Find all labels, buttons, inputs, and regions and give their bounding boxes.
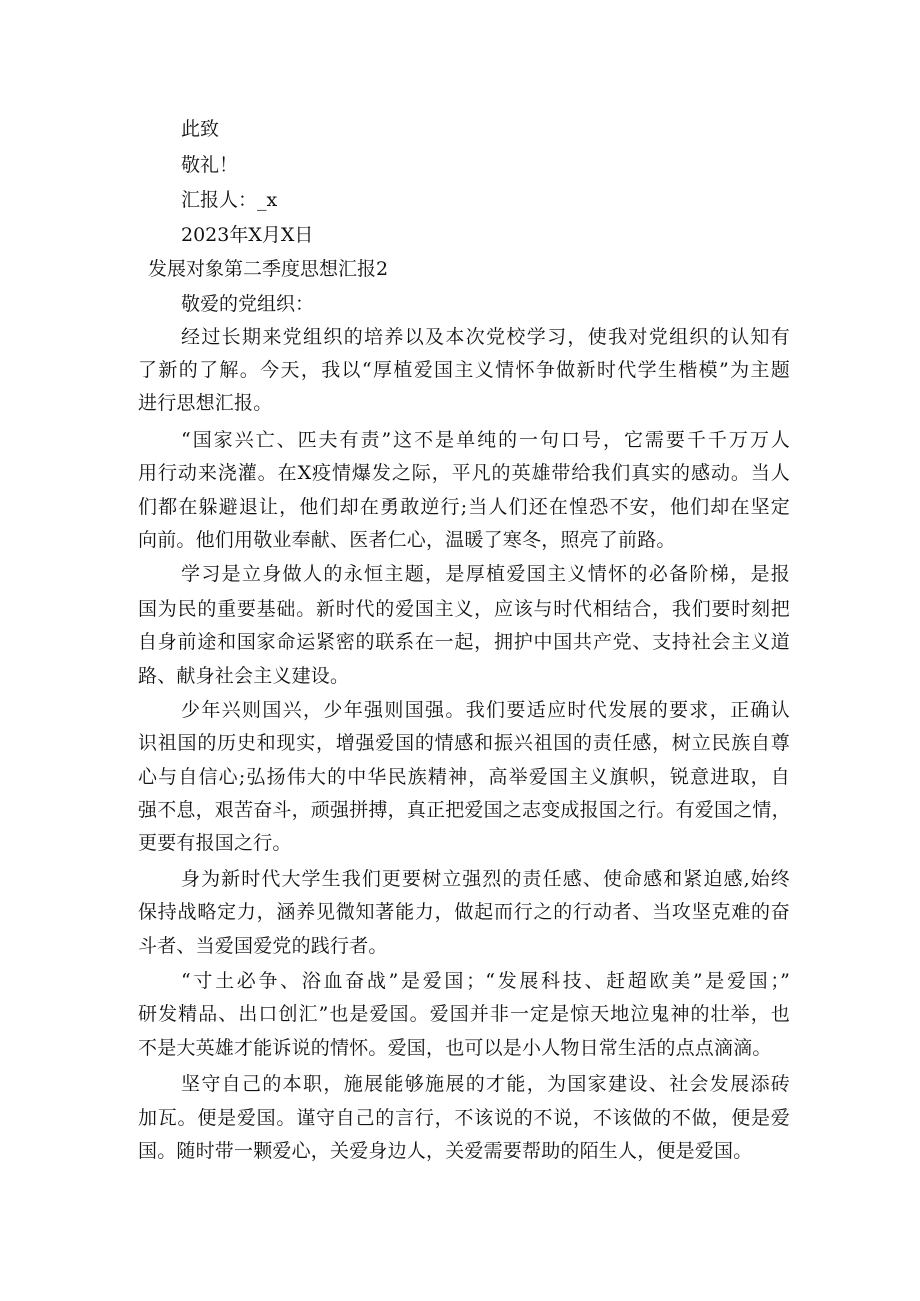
paragraph-1-line-2: 了新的了解。今天，我以“厚植爱国主义情怀争做新时代学生楷模”为主题 xyxy=(138,359,790,381)
salutation-line-2: 敬礼！ xyxy=(181,154,239,176)
date-line: 2023年X月X日 xyxy=(181,224,314,246)
paragraph-4-line-4: 强不息，艰苦奋斗，顽强拼搏，真正把爱国之志变成报国之行。有爱国之情， xyxy=(138,799,791,821)
paragraph-3-line-3: 自身前途和国家命运紧密的联系在一起，拥护中国共产党、支持社会主义道 xyxy=(138,631,790,653)
paragraph-3-line-2: 国为民的重要基础。新时代的爱国主义，应该与时代相结合，我们要时刻把 xyxy=(138,598,790,620)
paragraph-4-line-2: 识祖国的历史和现实，增强爱国的情感和振兴祖国的责任感，树立民族自尊 xyxy=(138,732,790,754)
paragraph-5-line-1: 身为新时代大学生我们更要树立强烈的责任感、使命感和紧迫感,始终 xyxy=(181,868,790,890)
section-title: 发展对象第二季度思想汇报2 xyxy=(148,258,389,280)
paragraph-5-line-3: 斗者、当爱国爱党的践行者。 xyxy=(138,935,388,957)
paragraph-5-line-2: 保持战略定力，涵养见微知著能力，做起而行之的行动者、当攻坚克难的奋 xyxy=(138,901,790,923)
paragraph-7-line-2: 加瓦。便是爱国。谨守自己的言行，不该说的不说，不该做的不做，便是爱 xyxy=(138,1107,790,1129)
paragraph-6-line-3: 不是大英雄才能诉说的情怀。爱国，也可以是小人物日常生活的点点滴滴。 xyxy=(138,1037,772,1059)
paragraph-6-line-2: 研发精品、出口创汇”也是爱国。爱国并非一定是惊天地泣鬼神的壮举，也 xyxy=(138,1003,790,1025)
paragraph-2-line-3: 们都在躲避退让，他们却在勇敢逆行;当人们还在惶恐不安，他们却在坚定 xyxy=(138,496,790,518)
paragraph-2-line-2: 用行动来浇灌。在X疫情爆发之际，平凡的英雄带给我们真实的感动。当人 xyxy=(138,462,790,484)
salutation-line-1: 此致 xyxy=(181,118,220,140)
reporter-line: 汇报人：_x xyxy=(181,189,278,211)
paragraph-6-line-1: “寸土必争、浴血奋战”是爱国；“发展科技、赶超欧美”是爱国；” xyxy=(181,970,790,992)
paragraph-4-line-1: 少年兴则国兴，少年强则国强。我们要适应时代发展的要求，正确认 xyxy=(181,699,790,721)
paragraph-7-line-1: 坚守自己的本职，施展能够施展的才能，为国家建设、社会发展添砖 xyxy=(181,1073,790,1095)
paragraph-4-line-3: 心与自信心;弘扬伟大的中华民族精神，高举爱国主义旗帜，锐意进取，自 xyxy=(138,766,790,788)
paragraph-7-line-3: 国。随时带一颗爱心，关爱身边人，关爱需要帮助的陌生人，便是爱国。 xyxy=(138,1140,753,1162)
paragraph-3-line-1: 学习是立身做人的永恒主题，是厚植爱国主义情怀的必备阶梯，是报 xyxy=(181,563,790,585)
paragraph-2-line-4: 向前。他们用敬业奉献、医者仁心，温暖了寒冬，照亮了前路。 xyxy=(138,529,676,551)
greeting-line: 敬爱的党组织： xyxy=(181,293,315,315)
paragraph-3-line-4: 路、献身社会主义建设。 xyxy=(138,665,350,687)
paragraph-2-line-1: “国家兴亡、匹夫有责”这不是单纯的一句口号，它需要千千万万人 xyxy=(181,429,790,451)
paragraph-1-line-3: 进行思想汇报。 xyxy=(138,392,273,414)
paragraph-1-line-1: 经过长期来党组织的培养以及本次党校学习，使我对党组织的认知有 xyxy=(181,326,790,348)
paragraph-4-line-5: 更要有报国之行。 xyxy=(138,832,292,854)
